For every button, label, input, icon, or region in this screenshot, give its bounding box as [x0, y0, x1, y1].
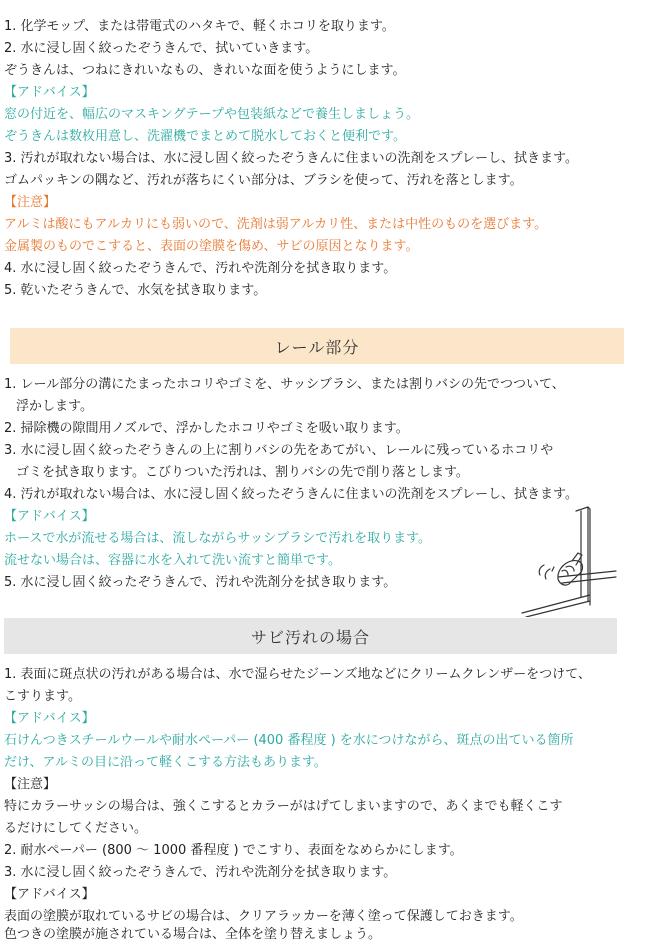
intro-step-4: 4. 水に浸し固く絞ったぞうきんで、汚れや洗剤分を拭き取ります。 [4, 261, 397, 276]
intro-step-5: 5. 乾いたぞうきんで、水気を拭き取ります。 [4, 283, 267, 298]
rust-advice-heading-2: 【アドバイス】 [4, 887, 95, 902]
rust-advice-heading-1: 【アドバイス】 [4, 711, 95, 726]
intro-advice-heading: 【アドバイス】 [4, 85, 95, 100]
rail-advice-text-1: ホースで水が流せる場合は、流しながらサッシブラシで汚れを取ります。 [4, 531, 432, 546]
rust-advice-text-3: 表面の塗膜が取れているサビの場合は、クリアラッカーを薄く塗って保護しておきます。 [4, 909, 523, 924]
intro-advice-text-2: ぞうきんは数枚用意し、洗濯機でまとめて脱水しておくと便利です。 [4, 129, 406, 144]
intro-caution-text-1: アルミは酸にもアルカリにも弱いので、洗剤は弱アルカリ性、または中性のものを選びます。 [4, 217, 548, 232]
rail-step-3-cont: ゴミを拭き取ります。こびりついた汚れは、割りバシの先で削り落とします。 [16, 465, 469, 480]
intro-step-3: 3. 汚れが取れない場合は、水に浸し固く絞ったぞうきんに住まいの洗剤をスプレーし、拭きます。 [4, 151, 578, 166]
intro-step-3-note: ゴムパッキンの隅など、汚れが落ちにくい部分は、ブラシを使って、汚れを落とします。 [4, 173, 523, 188]
window-rail-cleaning-illustration [518, 505, 618, 617]
rust-step-1: 1. 表面に斑点状の汚れがある場合は、水で湿らせたジーンズ地などにクリームクレンザーをつけて、 [4, 667, 591, 682]
rail-step-1: 1. レール部分の溝にたまったホコリやゴミを、サッシブラシ、または割りバシの先でつついて、 [4, 377, 565, 392]
rail-step-1-cont: 浮かします。 [16, 399, 93, 414]
rail-step-4: 4. 汚れが取れない場合は、水に浸し固く絞ったぞうきんに住まいの洗剤をスプレーし、拭きます。 [4, 487, 578, 502]
rust-caution-text-1: 特にカラーサッシの場合は、強くこするとカラーがはげてしまいますので、あくまでも軽くこす [4, 799, 563, 814]
rust-advice-text-2: だけ、アルミの目に沿って軽くこする方法もあります。 [4, 755, 327, 770]
intro-step-2: 2. 水に浸し固く絞ったぞうきんで、拭いていきます。 [4, 41, 319, 56]
intro-step-1: 1. 化学モップ、または帯電式のハタキで、軽くホコリを取ります。 [4, 19, 395, 34]
rust-advice-text-1: 石けんつきスチールウールや耐水ペーパー (400 番程度 ) を水につけながら、斑点の出ている箇所 [4, 733, 574, 748]
intro-advice-text-1: 窓の付近を、幅広のマスキングテープや包装紙などで養生しましょう。 [4, 107, 419, 122]
rust-caution-text-2: るだけにしてください。 [4, 821, 148, 836]
intro-caution-heading: 【注意】 [4, 195, 57, 210]
intro-step-2-note: ぞうきんは、つねにきれいなもの、きれいな面を使うようにします。 [4, 63, 406, 78]
intro-caution-text-2: 金属製のものでこすると、表面の塗膜を傷め、サビの原因となります。 [4, 239, 419, 254]
rail-step-5: 5. 水に浸し固く絞ったぞうきんで、汚れや洗剤分を拭き取ります。 [4, 575, 397, 590]
rust-step-1-cont: こすります。 [4, 689, 81, 704]
rust-step-2: 2. 耐水ペーパー (800 ～ 1000 番程度 ) でこすり、表面をなめらかにします。 [4, 843, 463, 858]
rust-section-heading: サビ汚れの場合 [4, 618, 617, 654]
rust-step-3: 3. 水に浸し固く絞ったぞうきんで、汚れや洗剤分を拭き取ります。 [4, 865, 397, 880]
rail-step-2: 2. 掃除機の隙間用ノズルで、浮かしたホコリやゴミを吸い取ります。 [4, 421, 409, 436]
rail-section-heading: レール部分 [10, 328, 624, 364]
rust-advice-text-4: 色つきの塗膜が施されている場合は、全体を塗り替えましょう。 [4, 927, 382, 942]
rail-step-3: 3. 水に浸し固く絞ったぞうきんの上に割りバシの先をあてがい、レールに残っているホコリや [4, 443, 554, 458]
rail-advice-heading: 【アドバイス】 [4, 509, 95, 524]
rail-advice-text-2: 流せない場合は、容器に水を入れて洗い流すと簡単です。 [4, 553, 341, 568]
rust-caution-heading: 【注意】 [4, 777, 57, 792]
